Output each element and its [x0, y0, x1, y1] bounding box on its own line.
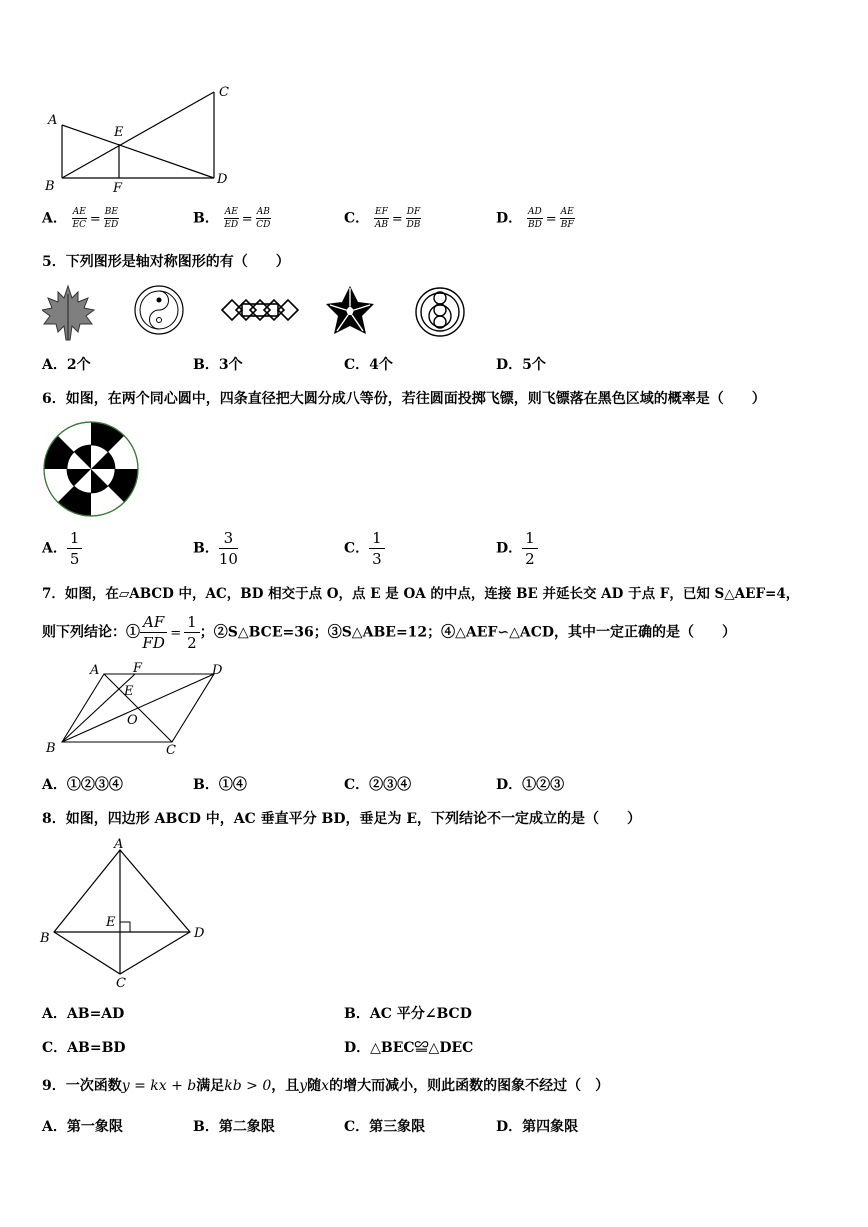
q6-figure: [42, 420, 142, 520]
q6-option-d[interactable]: D． $\frac{1}{2}$: [496, 528, 538, 569]
fraction: $\frac{1}{2}$: [522, 528, 538, 569]
q4-figure: [40, 80, 240, 195]
q8-label-a: A: [114, 837, 124, 852]
q4-label-f: F: [113, 181, 123, 195]
q4-label-b: B: [45, 179, 55, 194]
q8-option-c[interactable]: C．AB=BD: [42, 1040, 126, 1056]
fraction: $\frac{1}{2}$: [184, 612, 200, 653]
q5-option-a[interactable]: A．2个: [42, 357, 91, 373]
fraction: $\frac{3}{10}$: [218, 529, 238, 568]
q7-label-a: A: [90, 663, 100, 678]
q9-option-c[interactable]: C．第三象限: [344, 1119, 426, 1135]
q5-stem: 5．下列图形是轴对称图形的有（ ）: [42, 254, 290, 270]
q7-stem-line2: 则下列结论：① $\frac{AF}{FD}$ = $\frac{1}{2}$；②S△BCE=36；③S△ABE=12；④△AEF∽△ACD，其中一定正确的是（ ）: [42, 613, 737, 652]
q4-option-c[interactable]: C． $\frac{EF}{AB}$ = $\frac{DF}{DB}$: [344, 207, 421, 230]
q8-label-b: B: [40, 931, 50, 946]
fraction: $\frac{AE}{EC}$: [72, 207, 87, 230]
fraction: $\frac{1}{3}$: [369, 528, 385, 569]
q7-stem-line1: 7．如图，在▱ABCD 中，AC，BD 相交于点 O，点 E 是 OA 的中点，连接 BE 并延长交 AD 于点 F，已知 S△AEF=4，: [42, 586, 800, 602]
fraction: $\frac{AE}{ED}$: [224, 207, 239, 230]
q4-label-d: D: [217, 172, 228, 187]
nested-circles-icon: [416, 288, 464, 336]
q8-figure: [38, 836, 218, 988]
q6-option-c[interactable]: C． $\frac{1}{3}$: [344, 528, 385, 569]
q5-option-c[interactable]: C．4个: [344, 357, 393, 373]
fraction: $\frac{AD}{BD}$: [527, 207, 542, 230]
maple-leaf-icon: [42, 286, 94, 340]
q7-option-a[interactable]: A．①②③④: [42, 777, 123, 793]
q7-option-d[interactable]: D．①②③: [496, 777, 565, 793]
q6-stem: 6．如图，在两个同心圆中，四条直径把大圆分成八等份，若往圆面投掷飞镖，则飞镖落在黑色区域的概率是（ ）: [42, 391, 766, 407]
q5-figures: [42, 284, 472, 344]
q8-label-c: C: [116, 976, 126, 988]
fraction: $\frac{AF}{FD}$: [140, 612, 167, 653]
q7-label-c: C: [166, 743, 176, 758]
q4-option-b[interactable]: B． $\frac{AE}{ED}$ = $\frac{AB}{CD}$: [193, 207, 271, 230]
fraction: $\frac{AB}{CD}$: [256, 207, 271, 230]
q7-figure: [42, 658, 232, 758]
q8-stem: 8．如图，四边形 ABCD 中，AC 垂直平分 BD，垂足为 E，下列结论不一定成立的是（ ）: [42, 811, 641, 827]
q8-label-d: D: [194, 926, 205, 941]
fraction: $\frac{1}{5}$: [67, 528, 83, 569]
q4-option-d[interactable]: D． $\frac{AD}{BD}$ = $\frac{AE}{BF}$: [496, 207, 574, 230]
q4-option-a[interactable]: A． $\frac{AE}{EC}$ = $\frac{BE}{ED}$: [42, 207, 119, 230]
q6-option-a[interactable]: A． $\frac{1}{5}$: [42, 528, 82, 569]
q8-option-d[interactable]: D．△BEC≌△DEC: [344, 1040, 474, 1056]
q9-formula-1: y = kx + b: [121, 1078, 197, 1094]
yin-yang-icon: [135, 286, 183, 334]
fraction: $\frac{EF}{AB}$: [374, 207, 388, 230]
q8-label-e: E: [106, 915, 116, 930]
q9-option-a[interactable]: A．第一象限: [42, 1119, 123, 1135]
q5-option-d[interactable]: D．5个: [496, 357, 546, 373]
q7-option-c[interactable]: C．②③④: [344, 777, 412, 793]
q8-option-a[interactable]: A．AB=AD: [42, 1006, 125, 1022]
q9-stem: 9．一次函数y = kx + b满足kb > 0，且y随x的增大而减小，则此函数的图象不经过（ ）: [42, 1078, 610, 1094]
q4-label-c: C: [219, 85, 229, 100]
q9-formula-2: kb > 0: [224, 1078, 272, 1094]
q6-option-b[interactable]: B． $\frac{3}{10}$: [193, 529, 238, 568]
fraction: $\frac{AE}{BF}$: [560, 207, 574, 230]
knot-pattern-icon: [222, 300, 298, 320]
q7-label-d: D: [212, 663, 223, 678]
q7-label-e: E: [124, 684, 134, 699]
q7-label-b: B: [46, 741, 56, 756]
q4-label-a: A: [48, 113, 58, 128]
fraction: $\frac{BE}{ED}$: [104, 207, 119, 230]
q9-option-b[interactable]: B．第二象限: [193, 1119, 275, 1135]
q9-option-d[interactable]: D．第四象限: [496, 1119, 579, 1135]
q7-label-o: O: [127, 713, 138, 728]
q4-label-e: E: [114, 125, 124, 140]
star-flower-icon: [326, 286, 374, 334]
fraction: $\frac{DF}{DB}$: [406, 207, 421, 230]
q5-option-b[interactable]: B．3个: [193, 357, 243, 373]
q8-option-b[interactable]: B．AC 平分∠BCD: [344, 1006, 472, 1022]
q7-option-b[interactable]: B．①④: [193, 777, 247, 793]
q7-label-f: F: [133, 661, 143, 676]
